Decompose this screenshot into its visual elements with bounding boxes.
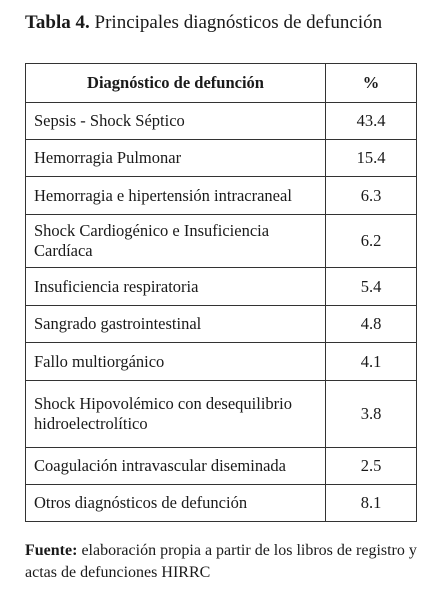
- source-text: elaboración propia a partir de los libros de registro y actas de defunciones HIRRC: [25, 542, 417, 581]
- table-row: [26, 215, 417, 268]
- percent-cell: 6.3: [326, 177, 417, 215]
- header-diagnosis: Diagnóstico de defunción: [26, 64, 326, 103]
- percent-cell: 8.1: [326, 485, 417, 522]
- table-header-row: [26, 64, 417, 103]
- table-caption: [25, 12, 382, 34]
- table-row: [26, 268, 417, 306]
- table-row: [26, 381, 417, 448]
- diagnosis-cell: Fallo multiorgánico: [26, 343, 326, 381]
- diagnosis-table: [25, 63, 417, 522]
- diagnosis-cell: Hemorragia e hipertensión intracraneal: [26, 177, 326, 215]
- diagnosis-cell: Shock Hipovolémico con desequilibrio hidroelectrolítico: [26, 381, 326, 448]
- percent-cell: 4.1: [326, 343, 417, 381]
- table-row: [26, 177, 417, 215]
- percent-cell: 3.8: [326, 381, 417, 448]
- percent-cell: 43.4: [326, 103, 417, 140]
- percent-cell: 2.5: [326, 448, 417, 485]
- diagnosis-cell: Coagulación intravascular diseminada: [26, 448, 326, 485]
- diagnosis-cell: Insuficiencia respiratoria: [26, 268, 326, 306]
- diagnosis-cell: Sangrado gastrointestinal: [26, 306, 326, 343]
- caption-label: Tabla 4.: [25, 12, 90, 33]
- table-row: [26, 448, 417, 485]
- table-row: [26, 343, 417, 381]
- diagnosis-cell: Hemorragia Pulmonar: [26, 140, 326, 177]
- percent-cell: 5.4: [326, 268, 417, 306]
- table-row: [26, 140, 417, 177]
- caption-text: Principales diagnósticos de defunción: [94, 12, 383, 33]
- source-label: Fuente:: [25, 542, 78, 559]
- percent-cell: 4.8: [326, 306, 417, 343]
- table-row: [26, 306, 417, 343]
- table-source-note: [25, 540, 435, 584]
- diagnosis-cell: Otros diagnósticos de defunción: [26, 485, 326, 522]
- percent-cell: 15.4: [326, 140, 417, 177]
- table-row: [26, 103, 417, 140]
- percent-cell: 6.2: [326, 215, 417, 268]
- diagnosis-cell: Sepsis - Shock Séptico: [26, 103, 326, 140]
- diagnosis-cell: Shock Cardiogénico e Insuficiencia Cardíaca: [26, 215, 326, 268]
- table-row: [26, 485, 417, 522]
- header-percent: %: [326, 64, 417, 103]
